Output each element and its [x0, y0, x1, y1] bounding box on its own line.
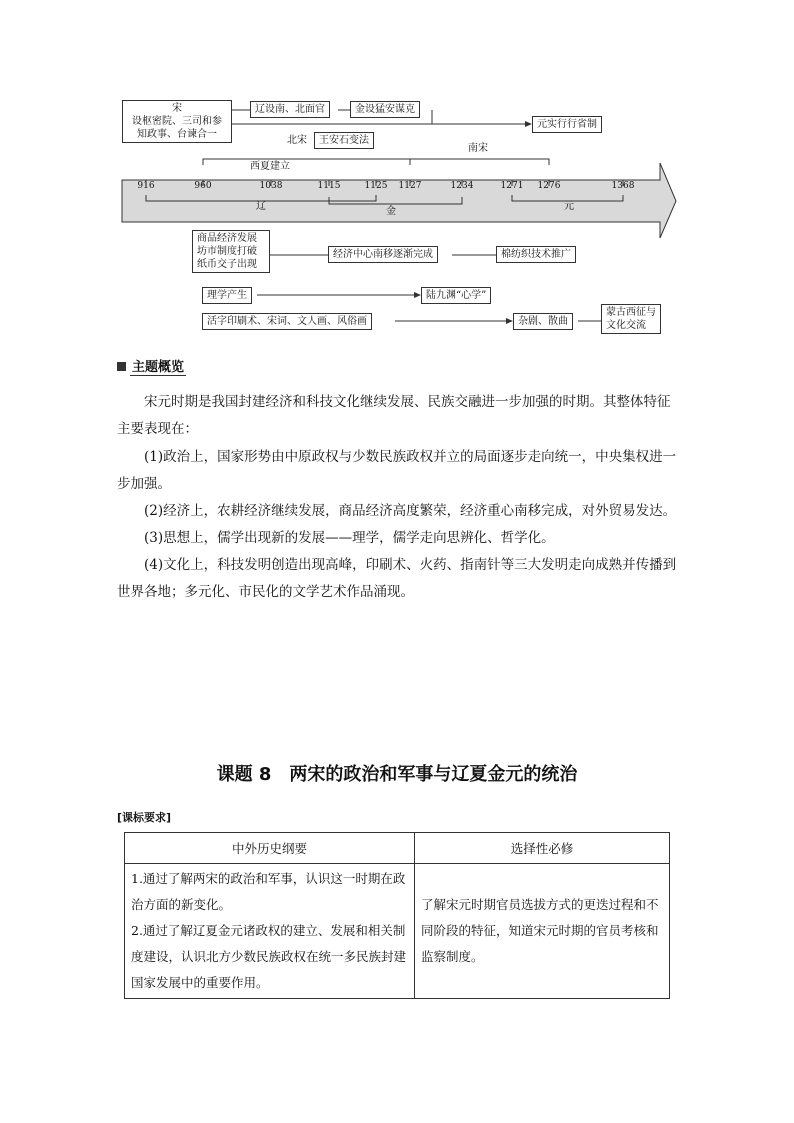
- cotton-box: 棉纺织技术推广: [496, 246, 576, 263]
- economy-box-line-1: 商品经济发展: [197, 233, 257, 244]
- table-row: [125, 864, 670, 999]
- tick-1271: 1271: [500, 181, 524, 191]
- tick-960: 960: [194, 181, 212, 191]
- bei-song-label: 北宋: [287, 135, 307, 146]
- liao-period-label: 辽: [256, 201, 266, 212]
- politics-paragraph: (1)政治上，国家形势由中原政权与少数民族政权并立的局面逐步走向统一，中央集权进一步加强。: [117, 449, 677, 492]
- mongol-box-line-1: 蒙古西征与: [606, 307, 656, 318]
- xixia-label: 西夏建立: [250, 161, 290, 172]
- tick-1115: 1115: [317, 181, 341, 191]
- economy-box-line-3: 纸币交子出现: [197, 259, 257, 270]
- timeline-lines: [0, 0, 794, 345]
- economy-box: [192, 230, 270, 273]
- song-box-line-2: 设枢密院、三司和参: [132, 116, 222, 127]
- table-header-row: [125, 833, 670, 864]
- jin-institution-box: 金设猛安谋克: [350, 101, 420, 118]
- economic-center-box: 经济中心南移逐渐完成: [328, 246, 438, 263]
- lesson-title: 课题 8 两宋的政治和军事与辽夏金元的统治: [216, 764, 578, 785]
- jin-period-label: 金: [386, 206, 396, 217]
- tick-1276: 1276: [537, 181, 561, 191]
- tick-1125: 1125: [364, 181, 388, 191]
- requirements-label: [课标要求]: [117, 811, 172, 824]
- culture-paragraph: (4)文化上，科技发明创造出现高峰，印刷术、火药、指南针等三大发明走向成熟并传播到世界各地；多元化、市民化的文学艺术作品涌现。: [117, 557, 677, 600]
- col1-item-2: 2.通过了解辽夏金元诸政权的建立、发展和相关制度建设，认识北方少数民族政权在统一多民族封建国家发展中的重要作用。: [131, 923, 407, 990]
- culture-box: 活字印刷术、宋词、文人画、风俗画: [202, 313, 372, 330]
- tick-1234: 1234: [450, 181, 474, 191]
- col1-cell: [125, 864, 415, 999]
- yuan-institution-box: 元实行行省制: [532, 116, 602, 133]
- mongol-box: [601, 304, 661, 334]
- heading-square-icon: [117, 362, 126, 371]
- mongol-box-line-2: 文化交流: [606, 320, 646, 331]
- tick-1038: 1038: [259, 181, 283, 191]
- section-heading: [117, 356, 186, 376]
- zaju-box: 杂剧、散曲: [513, 313, 573, 330]
- col2-cell: 了解宋元时期官员选拔方式的更迭过程和不同阶段的特征，知道宋元时期的官员考核和监察制度。: [415, 864, 670, 999]
- tick-1127: 1127: [398, 181, 422, 191]
- lixue-box: 理学产生: [202, 287, 252, 304]
- tick-916: 916: [137, 181, 155, 191]
- nan-song-label: 南宋: [468, 143, 488, 154]
- col1-header: 中外历史纲要: [125, 833, 415, 864]
- section-heading-text: 主题概览: [130, 356, 186, 376]
- requirements-table: [124, 832, 670, 999]
- liao-institution-box: 辽设南、北面官: [250, 101, 330, 118]
- economy-box-line-2: 坊市制度打破: [197, 246, 257, 257]
- intro-paragraph: 宋元时期是我国封建经济和科技文化继续发展、民族交融进一步加强的时期。其整体特征主要表现在：: [117, 394, 671, 437]
- tick-1368: 1368: [611, 181, 635, 191]
- col1-item-1: 1.通过了解两宋的政治和军事，认识这一时期在政治方面的新变化。: [131, 871, 406, 912]
- yuan-period-label: 元: [564, 201, 574, 212]
- economy-paragraph: (2)经济上，农耕经济继续发展，商品经济高度繁荣，经济重心南移完成，对外贸易发达。: [144, 503, 677, 519]
- lu-jiuyuan-box: 陆九渊“心学”: [421, 287, 491, 304]
- thought-paragraph: (3)思想上，儒学出现新的发展——理学，儒学走向思辨化、哲学化。: [144, 530, 555, 546]
- wang-anshi-box: 王安石变法: [314, 132, 374, 149]
- song-institution-box: [122, 100, 232, 143]
- song-box-line-3: 知政事、台谏合一: [137, 129, 217, 140]
- song-box-line-1: 宋: [172, 103, 182, 114]
- col2-header: 选择性必修: [415, 833, 670, 864]
